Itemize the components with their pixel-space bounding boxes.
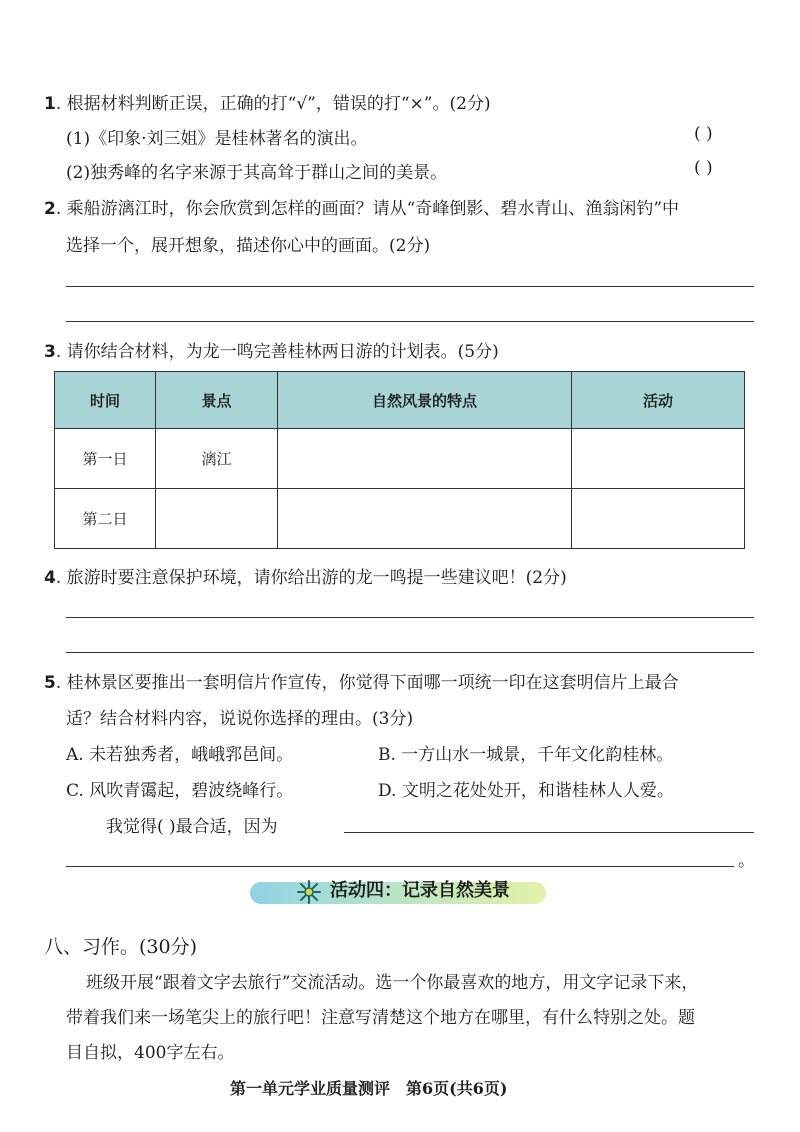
plan-day2-time: 第二日	[55, 489, 156, 549]
q5-text-line2: 适？结合材料内容，说说你选择的理由。(3分)	[66, 709, 414, 729]
q3-text: . 请你结合材料，为龙一鸣完善桂林两日游的计划表。(5分)	[55, 342, 499, 362]
q4-title	[44, 563, 567, 588]
activity-title: 活动四：记录自然美景	[330, 880, 510, 901]
q2-text-line1: . 乘船游漓江时，你会欣赏到怎样的画面？请从“奇峰倒影、碧水青山、渔翁闲钓”中	[55, 199, 680, 219]
q1-text: . 根据材料判断正误，正确的打“√”，错误的打“×”。(2分)	[55, 94, 491, 114]
q3-number: 3	[44, 342, 56, 362]
plan-header-time: 时间	[55, 372, 156, 429]
q1-number: 1	[44, 94, 56, 114]
plan-table	[54, 371, 745, 549]
q2-text-line2: 选择一个，展开想象，描述你心中的画面。(2分)	[66, 236, 431, 256]
q2-answer-line-2[interactable]	[66, 321, 754, 322]
section8-title: 八、习作。(30分)	[44, 936, 198, 958]
q2-title	[44, 194, 679, 219]
plan-day2-spot[interactable]	[156, 489, 278, 549]
q5-answer-prefix: 我觉得( )最合适，因为	[106, 817, 278, 837]
q1-title	[44, 89, 491, 114]
plan-day2-features[interactable]	[278, 489, 572, 549]
table-row	[55, 429, 745, 489]
q5-option-b: B. 一方山水一城景，千年文化韵桂林。	[378, 745, 674, 765]
plan-day1-time: 第一日	[55, 429, 156, 489]
q5-title	[44, 668, 679, 693]
section8-paragraph-line1: 班级开展“跟着文字去旅行”交流活动。选一个你最喜欢的地方，用文字记录下来，	[86, 973, 699, 993]
q2-number: 2	[44, 199, 56, 219]
plan-day1-activity[interactable]	[572, 429, 745, 489]
q5-option-d: D. 文明之花处处开，和谐桂林人人爱。	[378, 781, 674, 801]
q5-answer-line-1[interactable]	[344, 832, 754, 833]
q4-number: 4	[44, 568, 56, 588]
q5-number: 5	[44, 673, 56, 693]
q4-answer-line-2[interactable]	[66, 652, 754, 653]
q5-option-c: C. 风吹青霭起，碧波绕峰行。	[66, 781, 294, 801]
q5-text-line1: . 桂林景区要推出一套明信片作宣传，你觉得下面哪一项统一印在这套明信片上最合	[55, 673, 679, 693]
plan-table-header-row	[55, 372, 745, 429]
q4-text: . 旅游时要注意保护环境，请你给出游的龙一鸣提一些建议吧！(2分)	[55, 568, 567, 588]
q2-answer-line-1[interactable]	[66, 286, 754, 287]
q3-title	[44, 337, 499, 362]
q1-item-1-answer[interactable]: ( )	[694, 124, 713, 144]
q1-item-2-answer[interactable]: ( )	[694, 158, 713, 178]
plan-day2-activity[interactable]	[572, 489, 745, 549]
plan-header-features: 自然风景的特点	[278, 372, 572, 429]
plan-day1-features[interactable]	[278, 429, 572, 489]
q5-end-mark: 。	[738, 851, 755, 871]
q1-item-2: (2)独秀峰的名字来源于其高耸于群山之间的美景。	[66, 163, 448, 183]
table-row	[55, 489, 745, 549]
section8-paragraph-line3: 目自拟，400字左右。	[66, 1043, 235, 1063]
q5-option-a: A. 未若独秀者，峨峨郛邑间。	[66, 745, 294, 765]
sparkle-icon	[296, 879, 322, 905]
q1-item-1: (1)《印象·刘三姐》是桂林著名的演出。	[66, 129, 368, 149]
plan-day1-spot[interactable]: 漓江	[156, 429, 278, 489]
q4-answer-line-1[interactable]	[66, 617, 754, 618]
plan-header-activity: 活动	[572, 372, 745, 429]
q5-answer-line-2[interactable]	[66, 866, 734, 867]
section8-paragraph-line2: 带着我们来一场笔尖上的旅行吧！注意写清楚这个地方在哪里，有什么特别之处。题	[66, 1008, 695, 1028]
plan-header-spot: 景点	[156, 372, 278, 429]
page-footer: 第一单元学业质量测评 第6页(共6页)	[230, 1079, 508, 1098]
